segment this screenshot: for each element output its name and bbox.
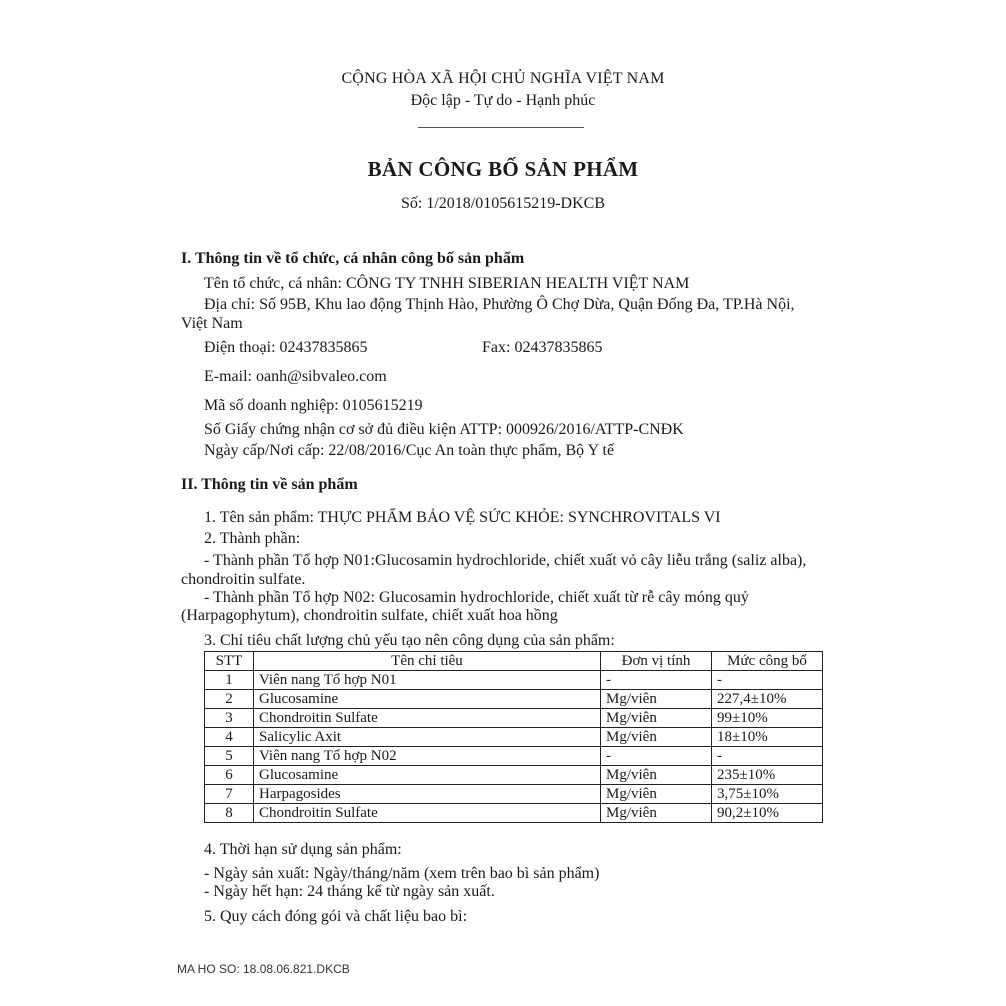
column-header: Tên chỉ tiêu (254, 652, 601, 671)
declared-level: - (712, 671, 823, 690)
criterion-name: Viên nang Tổ hợp N01 (254, 671, 601, 690)
document-number: Số: 1/2018/0105615219-DKCB (400, 195, 605, 212)
motto: Độc lập - Tự do - Hạnh phúc (410, 92, 596, 109)
criterion-name: Chondroitin Sulfate (254, 804, 601, 823)
declared-level: 99±10% (712, 709, 823, 728)
row-number: 4 (205, 728, 254, 747)
ingredients-n01-line-1: - Thành phần Tổ hợp N01:Glucosamin hydrochloride, chiết xuất vỏ cây liễu trắng (saliz alba), (204, 552, 807, 569)
unit: Mg/viên (601, 709, 712, 728)
product-name: 1. Tên sản phẩm: THỰC PHẨM BẢO VỆ SỨC KHỎE: SYNCHROVITALS VI (204, 509, 721, 526)
declared-level: 90,2±10% (712, 804, 823, 823)
column-header: STT (205, 652, 254, 671)
table-row (205, 804, 823, 823)
section-1-heading: I. Thông tin về tổ chức, cá nhân công bố sản phẩm (181, 250, 525, 267)
row-number: 8 (205, 804, 254, 823)
criterion-name: Viên nang Tổ hợp N02 (254, 747, 601, 766)
criterion-name: Salicylic Axit (254, 728, 601, 747)
address-line-1: Địa chỉ: Số 95B, Khu lao động Thịnh Hào, Phường Ô Chợ Dừa, Quận Đống Đa, TP.Hà Nội, (204, 296, 795, 313)
quality-criteria-table (204, 651, 823, 823)
unit: - (601, 747, 712, 766)
packaging-label: 5. Quy cách đóng gói và chất liệu bao bì: (204, 908, 468, 925)
phone: Điện thoại: 02437835865 (204, 339, 368, 356)
row-number: 5 (205, 747, 254, 766)
shelf-life-label: 4. Thời hạn sử dụng sản phẩm: (204, 841, 402, 858)
header-divider (418, 127, 584, 128)
document-title: BẢN CÔNG BỐ SẢN PHẨM (367, 157, 639, 181)
table-row (205, 747, 823, 766)
email: E-mail: oanh@sibvaleo.com (204, 368, 387, 385)
column-header: Mức công bố (712, 652, 823, 671)
organization-name: Tên tổ chức, cá nhân: CÔNG TY TNHH SIBERIAN HEALTH VIỆT NAM (204, 275, 690, 292)
ingredients-n02-line-2: (Harpagophytum), chondroitin sulfate, chiết xuất hoa hồng (181, 607, 558, 624)
ingredients-label: 2. Thành phần: (204, 530, 301, 547)
table-row (205, 671, 823, 690)
table-row (205, 709, 823, 728)
row-number: 6 (205, 766, 254, 785)
quality-criteria-label: 3. Chỉ tiêu chất lượng chủ yếu tạo nên công dụng của sản phẩm: (204, 632, 615, 649)
address-line-2: Việt Nam (181, 315, 243, 332)
unit: Mg/viên (601, 690, 712, 709)
row-number: 1 (205, 671, 254, 690)
table-row (205, 785, 823, 804)
criterion-name: Harpagosides (254, 785, 601, 804)
ingredients-n02-line-1: - Thành phần Tổ hợp N02: Glucosamin hydrochloride, chiết xuất từ rễ cây móng quỷ (204, 589, 749, 606)
table-header-row (205, 652, 823, 671)
table-row (205, 766, 823, 785)
declared-level: - (712, 747, 823, 766)
expiry-date: - Ngày hết hạn: 24 tháng kể từ ngày sản xuất. (204, 883, 495, 900)
manufacture-date: - Ngày sản xuất: Ngày/tháng/năm (xem trên bao bì sản phẩm) (204, 865, 600, 882)
row-number: 3 (205, 709, 254, 728)
table-row (205, 728, 823, 747)
unit: - (601, 671, 712, 690)
declared-level: 3,75±10% (712, 785, 823, 804)
criterion-name: Glucosamine (254, 766, 601, 785)
food-safety-certificate: Số Giấy chứng nhận cơ sở đủ điều kiện ATTP: 000926/2016/ATTP-CNĐK (204, 421, 684, 438)
unit: Mg/viên (601, 766, 712, 785)
section-2-heading: II. Thông tin về sản phẩm (181, 476, 358, 493)
table-row (205, 690, 823, 709)
declared-level: 18±10% (712, 728, 823, 747)
criterion-name: Glucosamine (254, 690, 601, 709)
unit: Mg/viên (601, 785, 712, 804)
tax-code: Mã số doanh nghiệp: 0105615219 (204, 397, 423, 414)
row-number: 2 (205, 690, 254, 709)
certificate-issued: Ngày cấp/Nơi cấp: 22/08/2016/Cục An toàn thực phẩm, Bộ Y tế (204, 442, 615, 459)
row-number: 7 (205, 785, 254, 804)
criterion-name: Chondroitin Sulfate (254, 709, 601, 728)
declared-level: 227,4±10% (712, 690, 823, 709)
column-header: Đơn vị tính (601, 652, 712, 671)
unit: Mg/viên (601, 728, 712, 747)
fax: Fax: 02437835865 (482, 339, 603, 356)
unit: Mg/viên (601, 804, 712, 823)
ingredients-n01-line-2: chondroitin sulfate. (181, 571, 306, 588)
nation-heading: CỘNG HÒA XÃ HỘI CHỦ NGHĨA VIỆT NAM (341, 70, 665, 87)
declared-level: 235±10% (712, 766, 823, 785)
dossier-code: MA HO SO: 18.08.06.821.DKCB (177, 962, 350, 976)
